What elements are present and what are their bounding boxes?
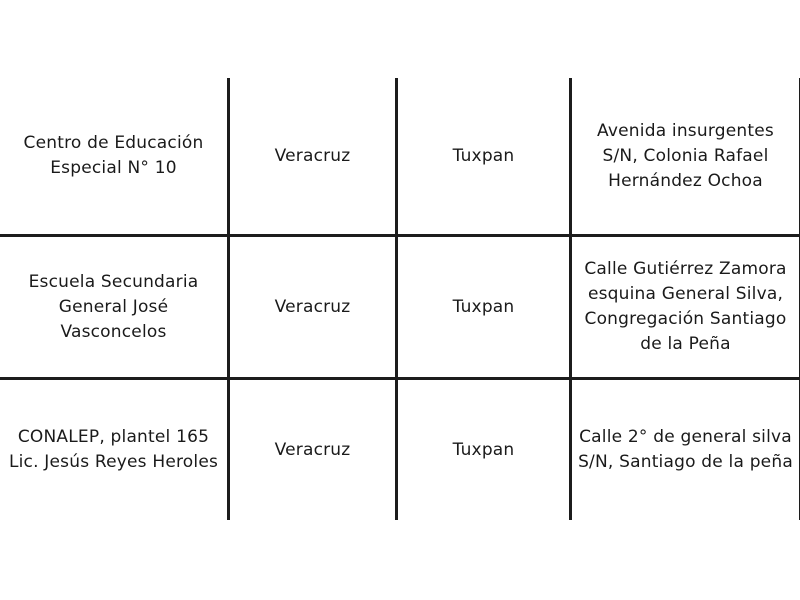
state-cell	[229, 78, 397, 236]
city-cell	[397, 236, 571, 379]
table-row	[0, 236, 800, 379]
state-cell	[229, 379, 397, 521]
school-name-cell	[0, 78, 229, 236]
address-cell	[571, 236, 800, 379]
school-name-cell	[0, 236, 229, 379]
state-name: Veracruz	[274, 145, 351, 166]
address-text: Calle Gutiérrez Zamora esquina General Silva, Congregación Santiago de la Peña	[584, 259, 787, 354]
school-name: CONALEP, plantel 165 Lic. Jesús Reyes Heroles	[8, 427, 219, 472]
schools-table-container	[0, 78, 800, 524]
table-row	[0, 78, 800, 236]
school-name-cell	[0, 379, 229, 521]
table-row	[0, 379, 800, 521]
schools-table	[0, 78, 800, 520]
address-text: Calle 2° de general silva S/N, Santiago de la peña	[578, 427, 793, 472]
school-name: Escuela Secundaria General José Vasconcelos	[28, 271, 199, 342]
state-name: Veracruz	[274, 296, 351, 317]
city-name: Tuxpan	[452, 439, 515, 460]
school-name: Centro de Educación Especial N° 10	[23, 133, 204, 178]
city-name: Tuxpan	[452, 145, 515, 166]
state-name: Veracruz	[274, 439, 351, 460]
city-cell	[397, 78, 571, 236]
address-cell	[571, 78, 800, 236]
address-text: Avenida insurgentes S/N, Colonia Rafael Hernández Ochoa	[597, 120, 774, 191]
state-cell	[229, 236, 397, 379]
address-cell	[571, 379, 800, 521]
city-cell	[397, 379, 571, 521]
city-name: Tuxpan	[452, 296, 515, 317]
